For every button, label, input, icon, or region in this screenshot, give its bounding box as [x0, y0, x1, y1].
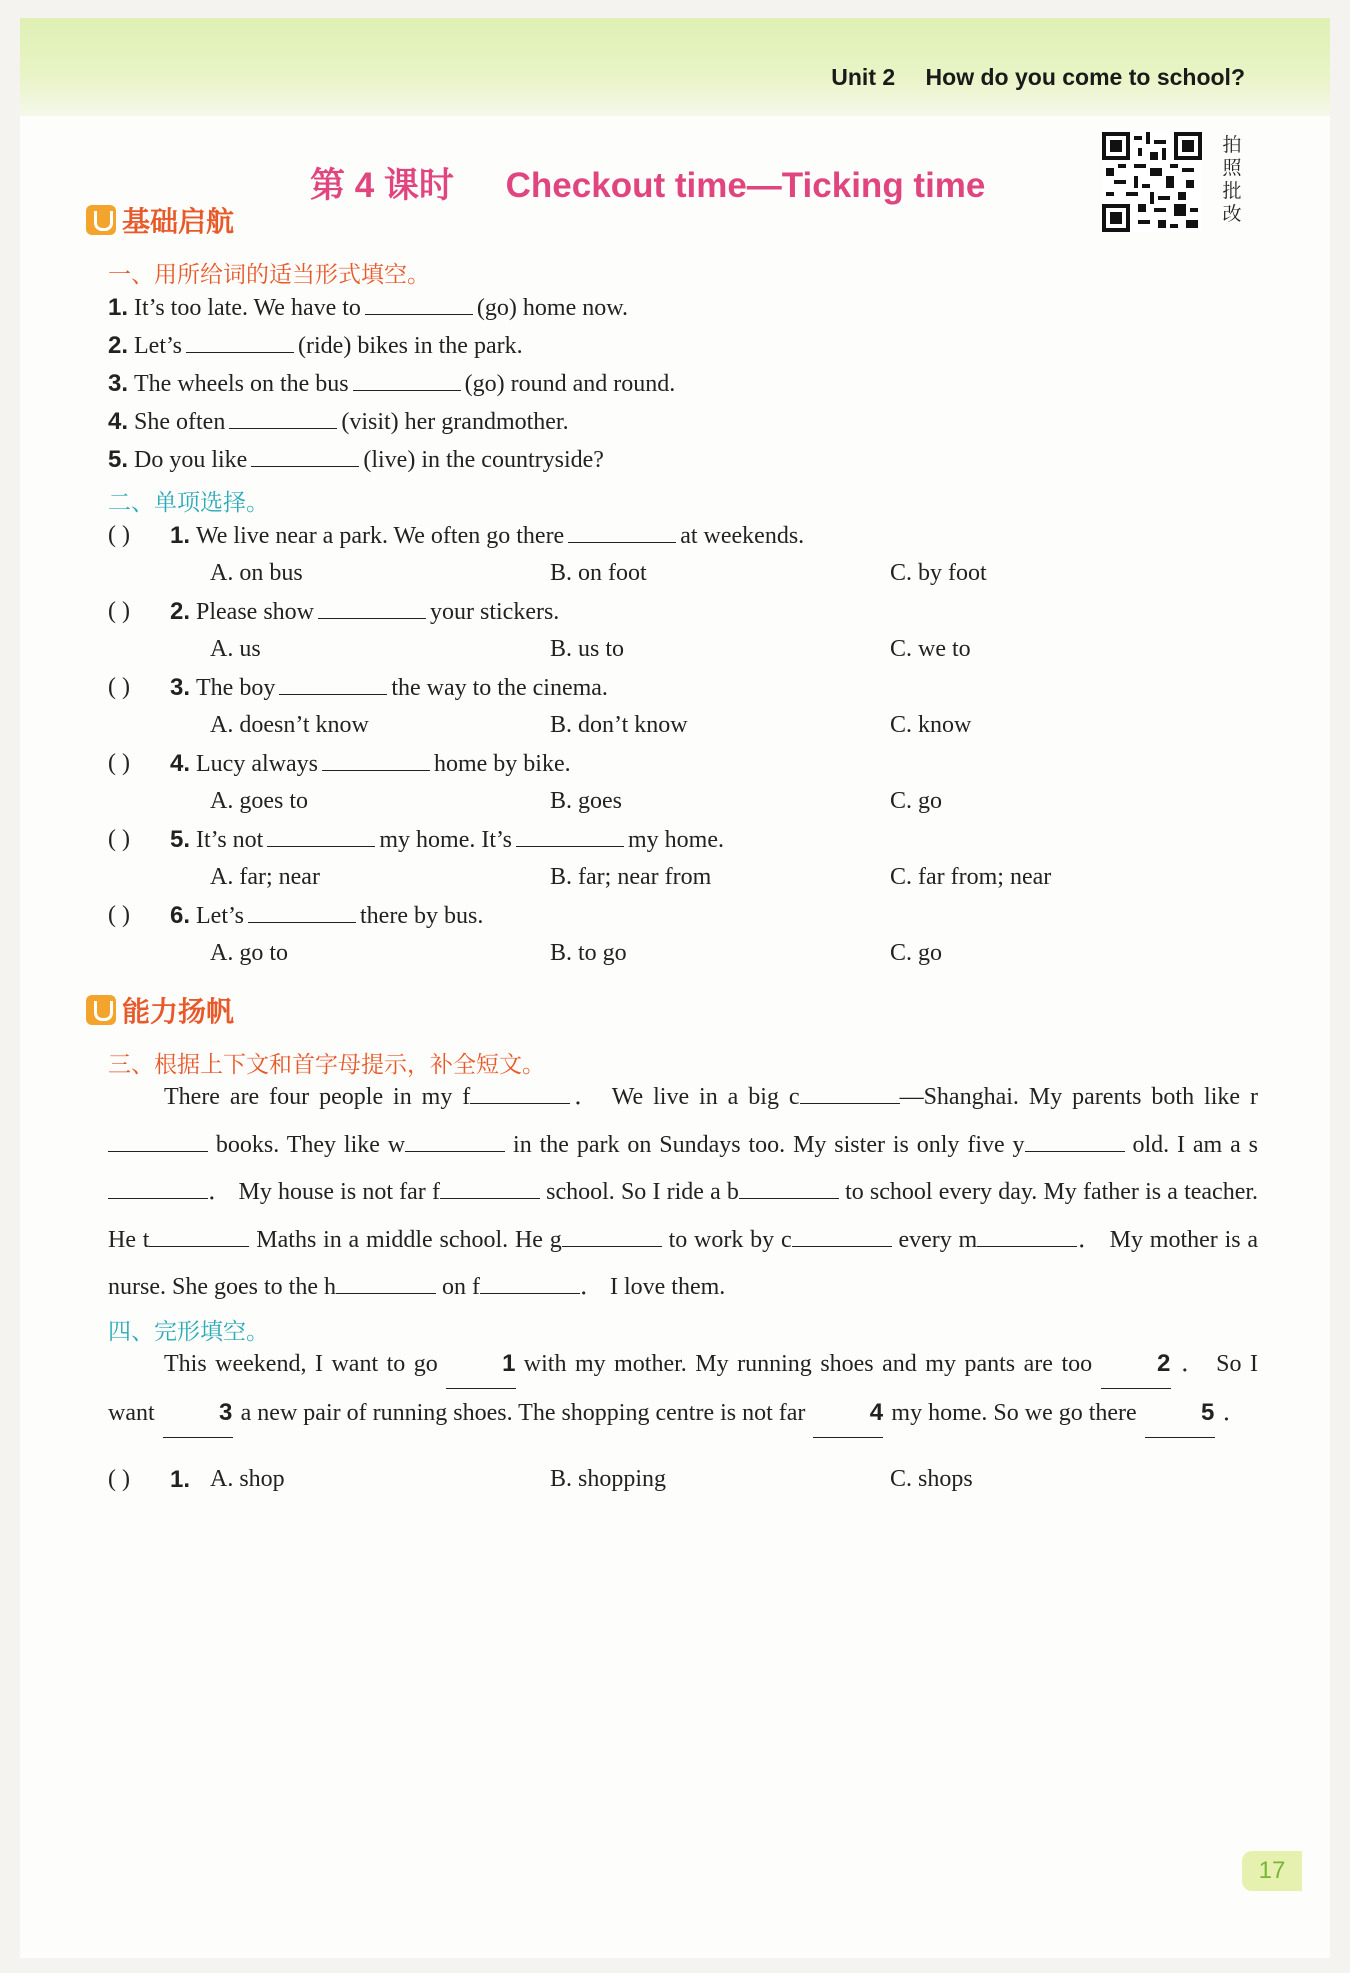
option-b[interactable]: B. us to: [550, 636, 625, 662]
option-b[interactable]: B. to go: [550, 940, 627, 966]
answer-blank[interactable]: [108, 1131, 208, 1152]
option-c[interactable]: C. know: [890, 712, 972, 738]
answer-blank[interactable]: [108, 1178, 208, 1199]
part4-heading: 四、完形填空。: [108, 1319, 269, 1345]
option-c[interactable]: C. go: [890, 940, 943, 966]
answer-blank[interactable]: [229, 408, 337, 429]
fill-item: 1. It’s too late. We have to (go) home now.: [108, 294, 628, 321]
option-a[interactable]: A. far; near: [210, 864, 320, 890]
fill-item: 2. Let’s (ride) bikes in the park.: [108, 332, 523, 359]
part3-heading: 三、根据上下文和首字母提示，补全短文。: [108, 1052, 545, 1078]
answer-blank[interactable]: [977, 1226, 1077, 1247]
option-a[interactable]: A. us: [210, 636, 261, 662]
answer-paren[interactable]: ( ): [108, 750, 130, 776]
answer-blank: [318, 598, 426, 619]
answer-paren[interactable]: ( ): [108, 598, 130, 624]
answer-blank: [279, 674, 387, 695]
mc-question: 2. Please show your stickers.: [170, 598, 560, 625]
answer-paren[interactable]: ( ): [108, 826, 130, 852]
answer-blank[interactable]: [353, 370, 461, 391]
answer-blank[interactable]: [800, 1083, 900, 1104]
answer-blank: [248, 902, 356, 923]
answer-blank: [267, 826, 375, 847]
passage-fill: There are four people in my f ． We live in a big c —Shanghai. My parents both like r books. They like w in the park on Sundays too. My sister is only five y old. I am a s． My house is not far f school. So I ride a b to school every day. My father is a teacher. He t Maths in a middle school. He g to work by c every m ． My mother is a nurse. She goes to the h on f ． I love them.: [108, 1084, 1259, 1301]
cloze-passage: This weekend, I want to go 1 with my mother. My running shoes and my pants are too 2 ． So I want 3 a new pair of running shoes. The shopping centre is not far 4 my home. So we go there 5 ．: [108, 1340, 1258, 1438]
option-a[interactable]: A. on bus: [210, 560, 303, 586]
part2-heading: 二、单项选择。: [108, 490, 269, 516]
lesson-title: [310, 158, 985, 208]
answer-blank[interactable]: [480, 1273, 580, 1294]
option-a[interactable]: A. shop: [210, 1466, 285, 1492]
option-b[interactable]: B. far; near from: [550, 864, 712, 890]
answer-blank: [568, 522, 676, 543]
cloze-blank[interactable]: 3: [163, 1389, 233, 1438]
mc-question: 1. We live near a park. We often go there at weekends.: [170, 522, 805, 549]
answer-blank[interactable]: [792, 1226, 892, 1247]
fill-item: 5. Do you like (live) in the countryside?: [108, 446, 604, 473]
cloze-question: 1.: [170, 1466, 191, 1493]
cloze-blank[interactable]: 5: [1145, 1389, 1215, 1438]
lesson-name: Checkout time—Ticking time: [505, 166, 986, 205]
answer-paren[interactable]: ( ): [108, 674, 130, 700]
option-c[interactable]: C. far from; near: [890, 864, 1052, 890]
option-b[interactable]: B. goes: [550, 788, 622, 814]
header-band: [20, 18, 1330, 116]
mc-question: 5. It’s not my home. It’s my home.: [170, 826, 725, 853]
answer-blank[interactable]: [365, 294, 473, 315]
option-c[interactable]: C. we to: [890, 636, 971, 662]
section-basic: 基础启航: [86, 200, 234, 240]
option-c[interactable]: C. by foot: [890, 560, 987, 586]
answer-blank[interactable]: [336, 1273, 436, 1294]
mc-question: 4. Lucy always home by bike.: [170, 750, 571, 777]
section-ability: 能力扬帆: [86, 990, 234, 1030]
answer-blank[interactable]: [1025, 1131, 1125, 1152]
answer-blank[interactable]: [470, 1083, 570, 1104]
answer-blank[interactable]: [440, 1178, 540, 1199]
answer-blank: [516, 826, 624, 847]
workbook-page: [20, 18, 1330, 1958]
option-a[interactable]: A. go to: [210, 940, 288, 966]
answer-blank[interactable]: [739, 1178, 839, 1199]
qr-code-icon[interactable]: [1102, 132, 1202, 232]
cloze-blank[interactable]: 2: [1101, 1340, 1171, 1389]
mc-question: 3. The boy the way to the cinema.: [170, 674, 608, 701]
answer-blank[interactable]: [149, 1226, 249, 1247]
option-a[interactable]: A. goes to: [210, 788, 308, 814]
page-number: 17: [1242, 1851, 1302, 1891]
mc-question: 6. Let’s there by bus.: [170, 902, 484, 929]
option-a[interactable]: A. doesn’t know: [210, 712, 369, 738]
answer-blank[interactable]: [186, 332, 294, 353]
unit-label: Unit 2: [831, 64, 896, 90]
scan-grading-label: 拍 照 批 改: [1222, 134, 1242, 225]
fill-item: 3. The wheels on the bus (go) round and round.: [108, 370, 676, 397]
answer-paren[interactable]: ( ): [108, 1466, 130, 1492]
cloze-blank[interactable]: 1: [446, 1340, 516, 1389]
option-b[interactable]: B. don’t know: [550, 712, 688, 738]
sail-icon: [86, 995, 116, 1025]
option-c[interactable]: C. go: [890, 788, 943, 814]
answer-blank[interactable]: [562, 1226, 662, 1247]
answer-blank: [322, 750, 430, 771]
option-c[interactable]: C. shops: [890, 1466, 973, 1492]
lesson-number: 第 4 课时: [310, 166, 454, 205]
answer-paren[interactable]: ( ): [108, 902, 130, 928]
option-b[interactable]: B. on foot: [550, 560, 647, 586]
unit-title: How do you come to school?: [925, 64, 1245, 90]
cloze-blank[interactable]: 4: [813, 1389, 883, 1438]
part1-heading: 一、用所给词的适当形式填空。: [108, 262, 430, 288]
fill-item: 4. She often (visit) her grandmother.: [108, 408, 569, 435]
running-header: [831, 64, 1245, 91]
answer-blank[interactable]: [405, 1131, 505, 1152]
answer-blank[interactable]: [251, 446, 359, 467]
anchor-icon: [86, 205, 116, 235]
option-b[interactable]: B. shopping: [550, 1466, 667, 1492]
answer-paren[interactable]: ( ): [108, 522, 130, 548]
